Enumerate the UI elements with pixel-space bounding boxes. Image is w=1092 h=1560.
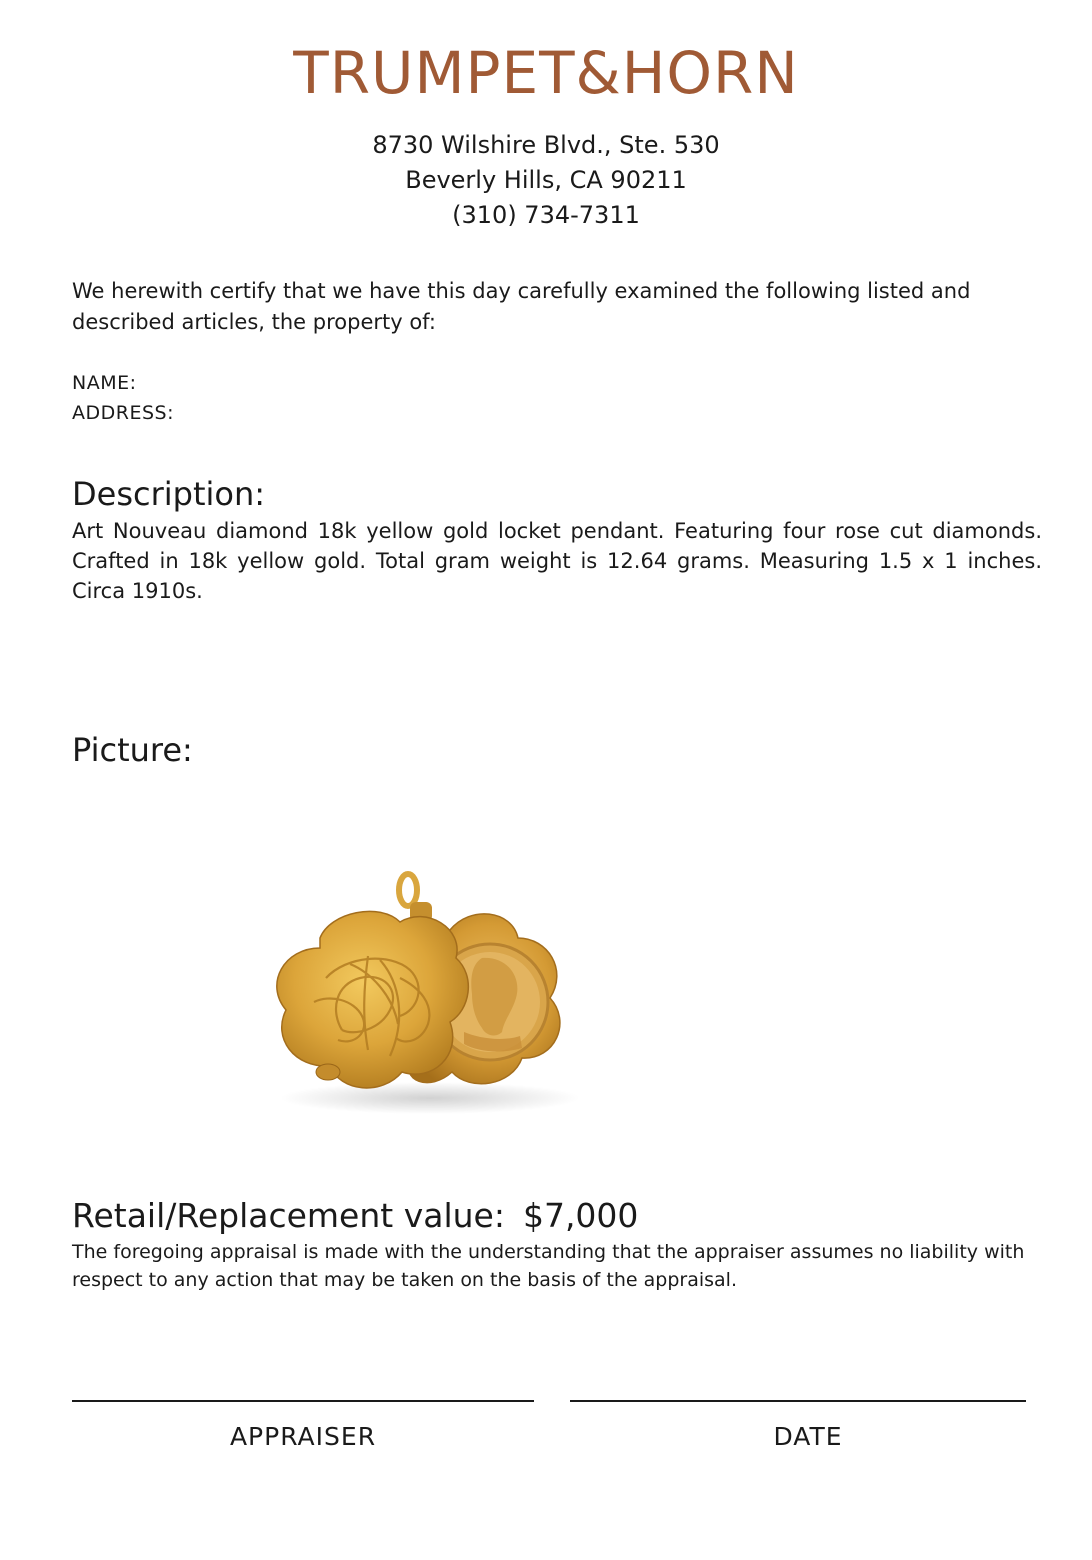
phone-number: (310) 734-7311 <box>452 201 640 229</box>
value-label: Retail/Replacement value: <box>72 1196 505 1235</box>
address-label: ADDRESS: <box>72 402 174 424</box>
name-label: NAME: <box>72 372 137 394</box>
city-state-zip: Beverly Hills, CA 90211 <box>405 166 687 194</box>
date-label: DATE <box>773 1422 843 1451</box>
locket-photo <box>250 860 610 1120</box>
value-row <box>72 1194 638 1238</box>
description-body: Art Nouveau diamond 18k yellow gold locket pendant. Featuring four rose cut diamonds. Crafted in 18k yellow gold. Total gram weight is 12.64 grams. Measuring 1.5 x 1 inches. Circa 1910s. <box>72 519 1042 603</box>
description-heading: Description: <box>72 475 266 513</box>
picture-heading: Picture: <box>72 731 193 769</box>
disclaimer-text: The foregoing appraisal is made with the understanding that the appraiser assumes no liability with respect to any action that may be taken on the basis of the appraisal. <box>72 1241 1025 1291</box>
appraiser-signature-line <box>72 1400 534 1402</box>
date-signature-line <box>570 1400 1026 1402</box>
appraiser-label: APPRAISER <box>229 1422 377 1451</box>
street-address: 8730 Wilshire Blvd., Ste. 530 <box>372 131 720 159</box>
brand-logo: TRUMPET&HORN <box>293 39 799 107</box>
certification-text: We herewith certify that we have this day carefully examined the following listed and described articles, the property of: <box>72 279 971 334</box>
address-block <box>0 128 1092 233</box>
value-amount: $7,000 <box>522 1196 639 1235</box>
